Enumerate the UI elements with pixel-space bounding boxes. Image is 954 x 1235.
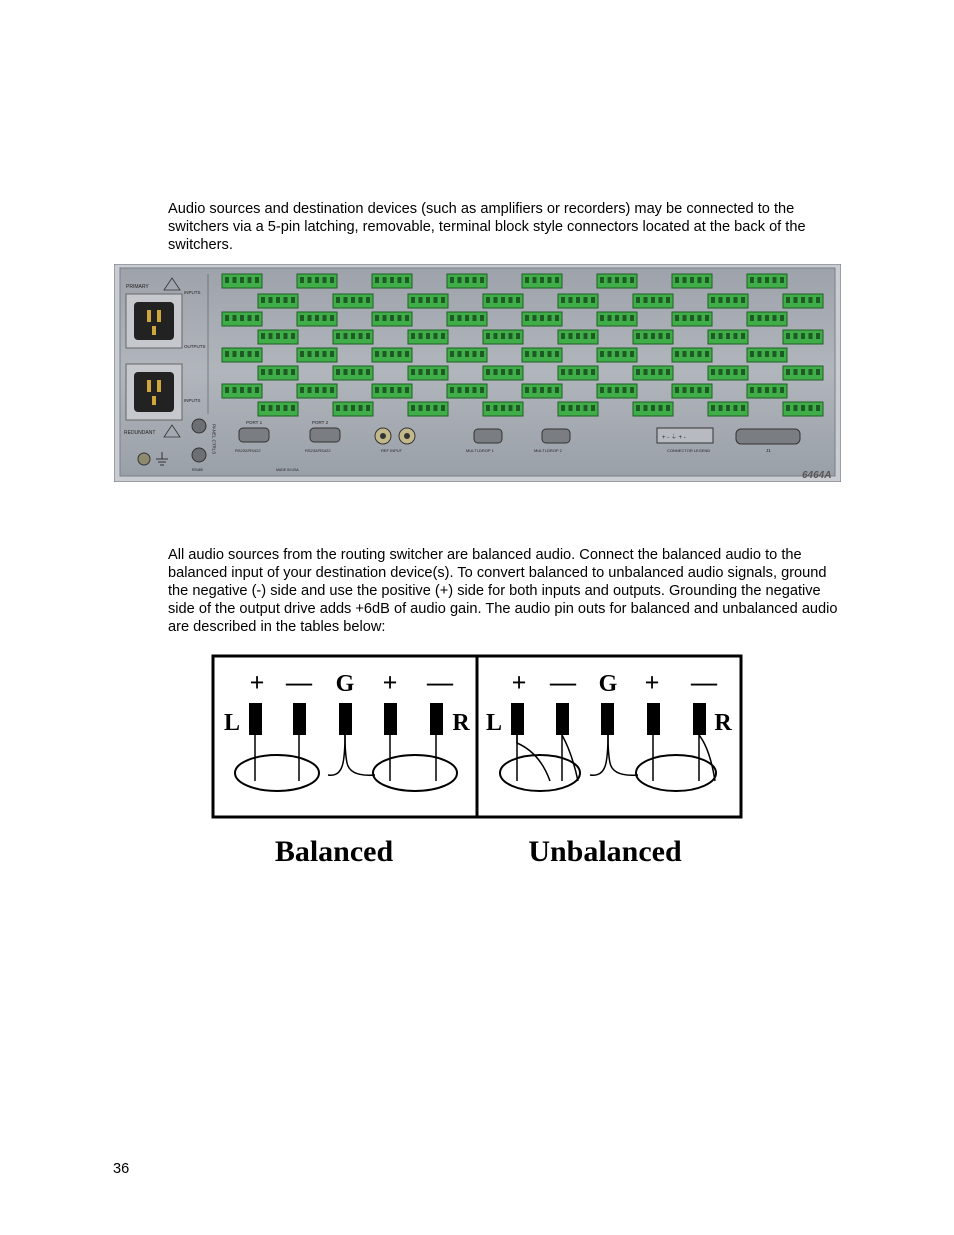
terminal-block-connector (708, 294, 748, 308)
port1-connector (239, 428, 269, 442)
terminal-block-connector (747, 348, 787, 362)
audio-wiring-diagram (210, 653, 744, 873)
terminal-block-connector (558, 330, 598, 344)
multidrop1-connector (474, 429, 502, 443)
pin (693, 703, 706, 735)
terminal-block-connector (633, 330, 673, 344)
terminal-block-connector (333, 330, 373, 344)
pin (249, 703, 262, 735)
pin (511, 703, 524, 735)
balanced-audio-paragraph: All audio sources from the routing switcher are balanced audio. Connect the balanced audio to the balanced input of your destination device(s). To convert balanced to unbalanced audio signals, ground the negative (-) side and use the positive (+) side for both inputs and outputs. Grounding the negative side of the output drive adds +6dB of audio gain. The audio pin outs for balanced and unbalanced audio are described in the tables below: (168, 547, 838, 635)
port1-caption: RS232/RS422 (235, 448, 261, 453)
pin-symbol: G (335, 671, 355, 697)
rs485-label: RS485 (192, 468, 203, 472)
j1-label: J1 (766, 448, 771, 453)
rear-panel-image (114, 264, 841, 482)
pin-symbol: + (382, 668, 398, 697)
pin (647, 703, 660, 735)
unbalanced-caption: Unbalanced (528, 835, 682, 868)
right-channel-label: R (452, 710, 470, 736)
terminal-block-connector (447, 348, 487, 362)
terminal-block-connector (408, 330, 448, 344)
multidrop2-connector (542, 429, 570, 443)
pin-symbol: — (550, 668, 576, 697)
ref-input-label: REF INPUT (381, 448, 403, 453)
terminal-block-connector (783, 294, 823, 308)
panel-ctrls-label: PANEL CTRLS (211, 424, 217, 455)
pin-symbol: — (286, 668, 312, 697)
terminal-block-connector (522, 348, 562, 362)
terminal-block-connector (597, 274, 637, 288)
multidrop2-label: MULTI-DROP 2 (534, 448, 562, 453)
terminal-block-connector (258, 402, 298, 416)
page-number: 36 (113, 1161, 130, 1177)
redundant-label: REDUNDANT (124, 430, 156, 436)
made-in-label: MADE IN USA (276, 468, 299, 472)
pin (293, 703, 306, 735)
legend-pins: + - ⏚ + - (662, 435, 686, 441)
port1-label: PORT 1 (246, 420, 263, 425)
terminal-block-connector (558, 402, 598, 416)
port2-label: PORT 2 (312, 420, 329, 425)
terminal-block-connector (708, 402, 748, 416)
pin (430, 703, 443, 735)
pin-symbol: — (691, 668, 717, 697)
terminal-block-connector (297, 348, 337, 362)
pin (384, 703, 397, 735)
panel-ctrl-jack (192, 448, 206, 462)
port2-connector (310, 428, 340, 442)
terminal-block-connector (222, 384, 262, 398)
terminal-block-connector (297, 274, 337, 288)
j1-connector (736, 429, 800, 444)
ground-screw-icon (138, 453, 150, 465)
panel-ctrl-jack (192, 419, 206, 433)
inputs-label: INPUTS (184, 290, 201, 295)
terminal-block-connector (297, 384, 337, 398)
terminal-block-connector (408, 294, 448, 308)
terminal-block-connector (258, 330, 298, 344)
terminal-block-connector (672, 274, 712, 288)
terminal-block-connector (597, 348, 637, 362)
balanced-caption: Balanced (274, 835, 394, 868)
terminal-block-connector (408, 402, 448, 416)
terminal-block-connector (708, 330, 748, 344)
model-label: 6464A (802, 470, 832, 481)
left-channel-label: L (485, 710, 503, 736)
terminal-block-connector (708, 366, 748, 380)
inputs-label-2: INPUTS (184, 398, 201, 403)
pin-symbol: + (644, 668, 660, 697)
port2-caption: RS232/RS422 (305, 448, 331, 453)
terminal-block-connector (522, 384, 562, 398)
terminal-block-connector (258, 366, 298, 380)
wiring-diagram-svg (210, 653, 744, 873)
terminal-block-connector (372, 274, 412, 288)
terminal-block-connector (633, 366, 673, 380)
terminal-block-connector (222, 348, 262, 362)
terminal-block-connector (333, 366, 373, 380)
pin-symbol: G (598, 671, 618, 697)
terminal-block-connector (447, 274, 487, 288)
terminal-block-connector (483, 366, 523, 380)
multidrop1-label: MULTI-DROP 1 (466, 448, 494, 453)
terminal-block-connector (447, 312, 487, 326)
pin (339, 703, 352, 735)
terminal-block-connector (783, 366, 823, 380)
terminal-block-connector (522, 274, 562, 288)
terminal-block-connector (783, 330, 823, 344)
terminal-block-connector (558, 366, 598, 380)
pin-symbol: — (427, 668, 453, 697)
terminal-block-connector (672, 384, 712, 398)
terminal-block-connector (783, 402, 823, 416)
terminal-block-connector (372, 384, 412, 398)
terminal-block-connector (597, 312, 637, 326)
terminal-block-connector (333, 402, 373, 416)
pin (601, 703, 614, 735)
pin-symbol: + (511, 668, 527, 697)
terminal-block-connector (597, 384, 637, 398)
intro-paragraph: Audio sources and destination devices (such as amplifiers or recorders) may be connected to the switchers via a 5-pin latching, removable, terminal block style connectors located at the back of the switchers. (168, 201, 806, 253)
terminal-block-connector (633, 402, 673, 416)
pin-symbol: + (249, 668, 265, 697)
primary-label: PRIMARY (126, 284, 149, 290)
left-channel-label: L (223, 710, 241, 736)
terminal-block-connector (222, 274, 262, 288)
terminal-block-connector (483, 294, 523, 308)
terminal-block-connector (672, 312, 712, 326)
terminal-block-connector (258, 294, 298, 308)
terminal-block-connector (483, 402, 523, 416)
terminal-block-connector (222, 312, 262, 326)
terminal-block-connector (522, 312, 562, 326)
terminal-block-connector (672, 348, 712, 362)
terminal-block-connector (483, 330, 523, 344)
terminal-block-connector (372, 348, 412, 362)
outputs-label: OUTPUTS (184, 344, 206, 349)
rear-panel-svg (114, 264, 841, 482)
right-channel-label: R (714, 710, 732, 736)
terminal-block-connector (297, 312, 337, 326)
terminal-block-connector (408, 366, 448, 380)
terminal-block-connector (558, 294, 598, 308)
terminal-block-connector (747, 274, 787, 288)
terminal-block-connector (747, 312, 787, 326)
terminal-block-connector (747, 384, 787, 398)
connector-legend-label: CONNECTOR LEGEND (667, 448, 711, 453)
terminal-block-connector (633, 294, 673, 308)
terminal-block-connector (372, 312, 412, 326)
terminal-block-connector (333, 294, 373, 308)
pin (556, 703, 569, 735)
terminal-block-connector (447, 384, 487, 398)
